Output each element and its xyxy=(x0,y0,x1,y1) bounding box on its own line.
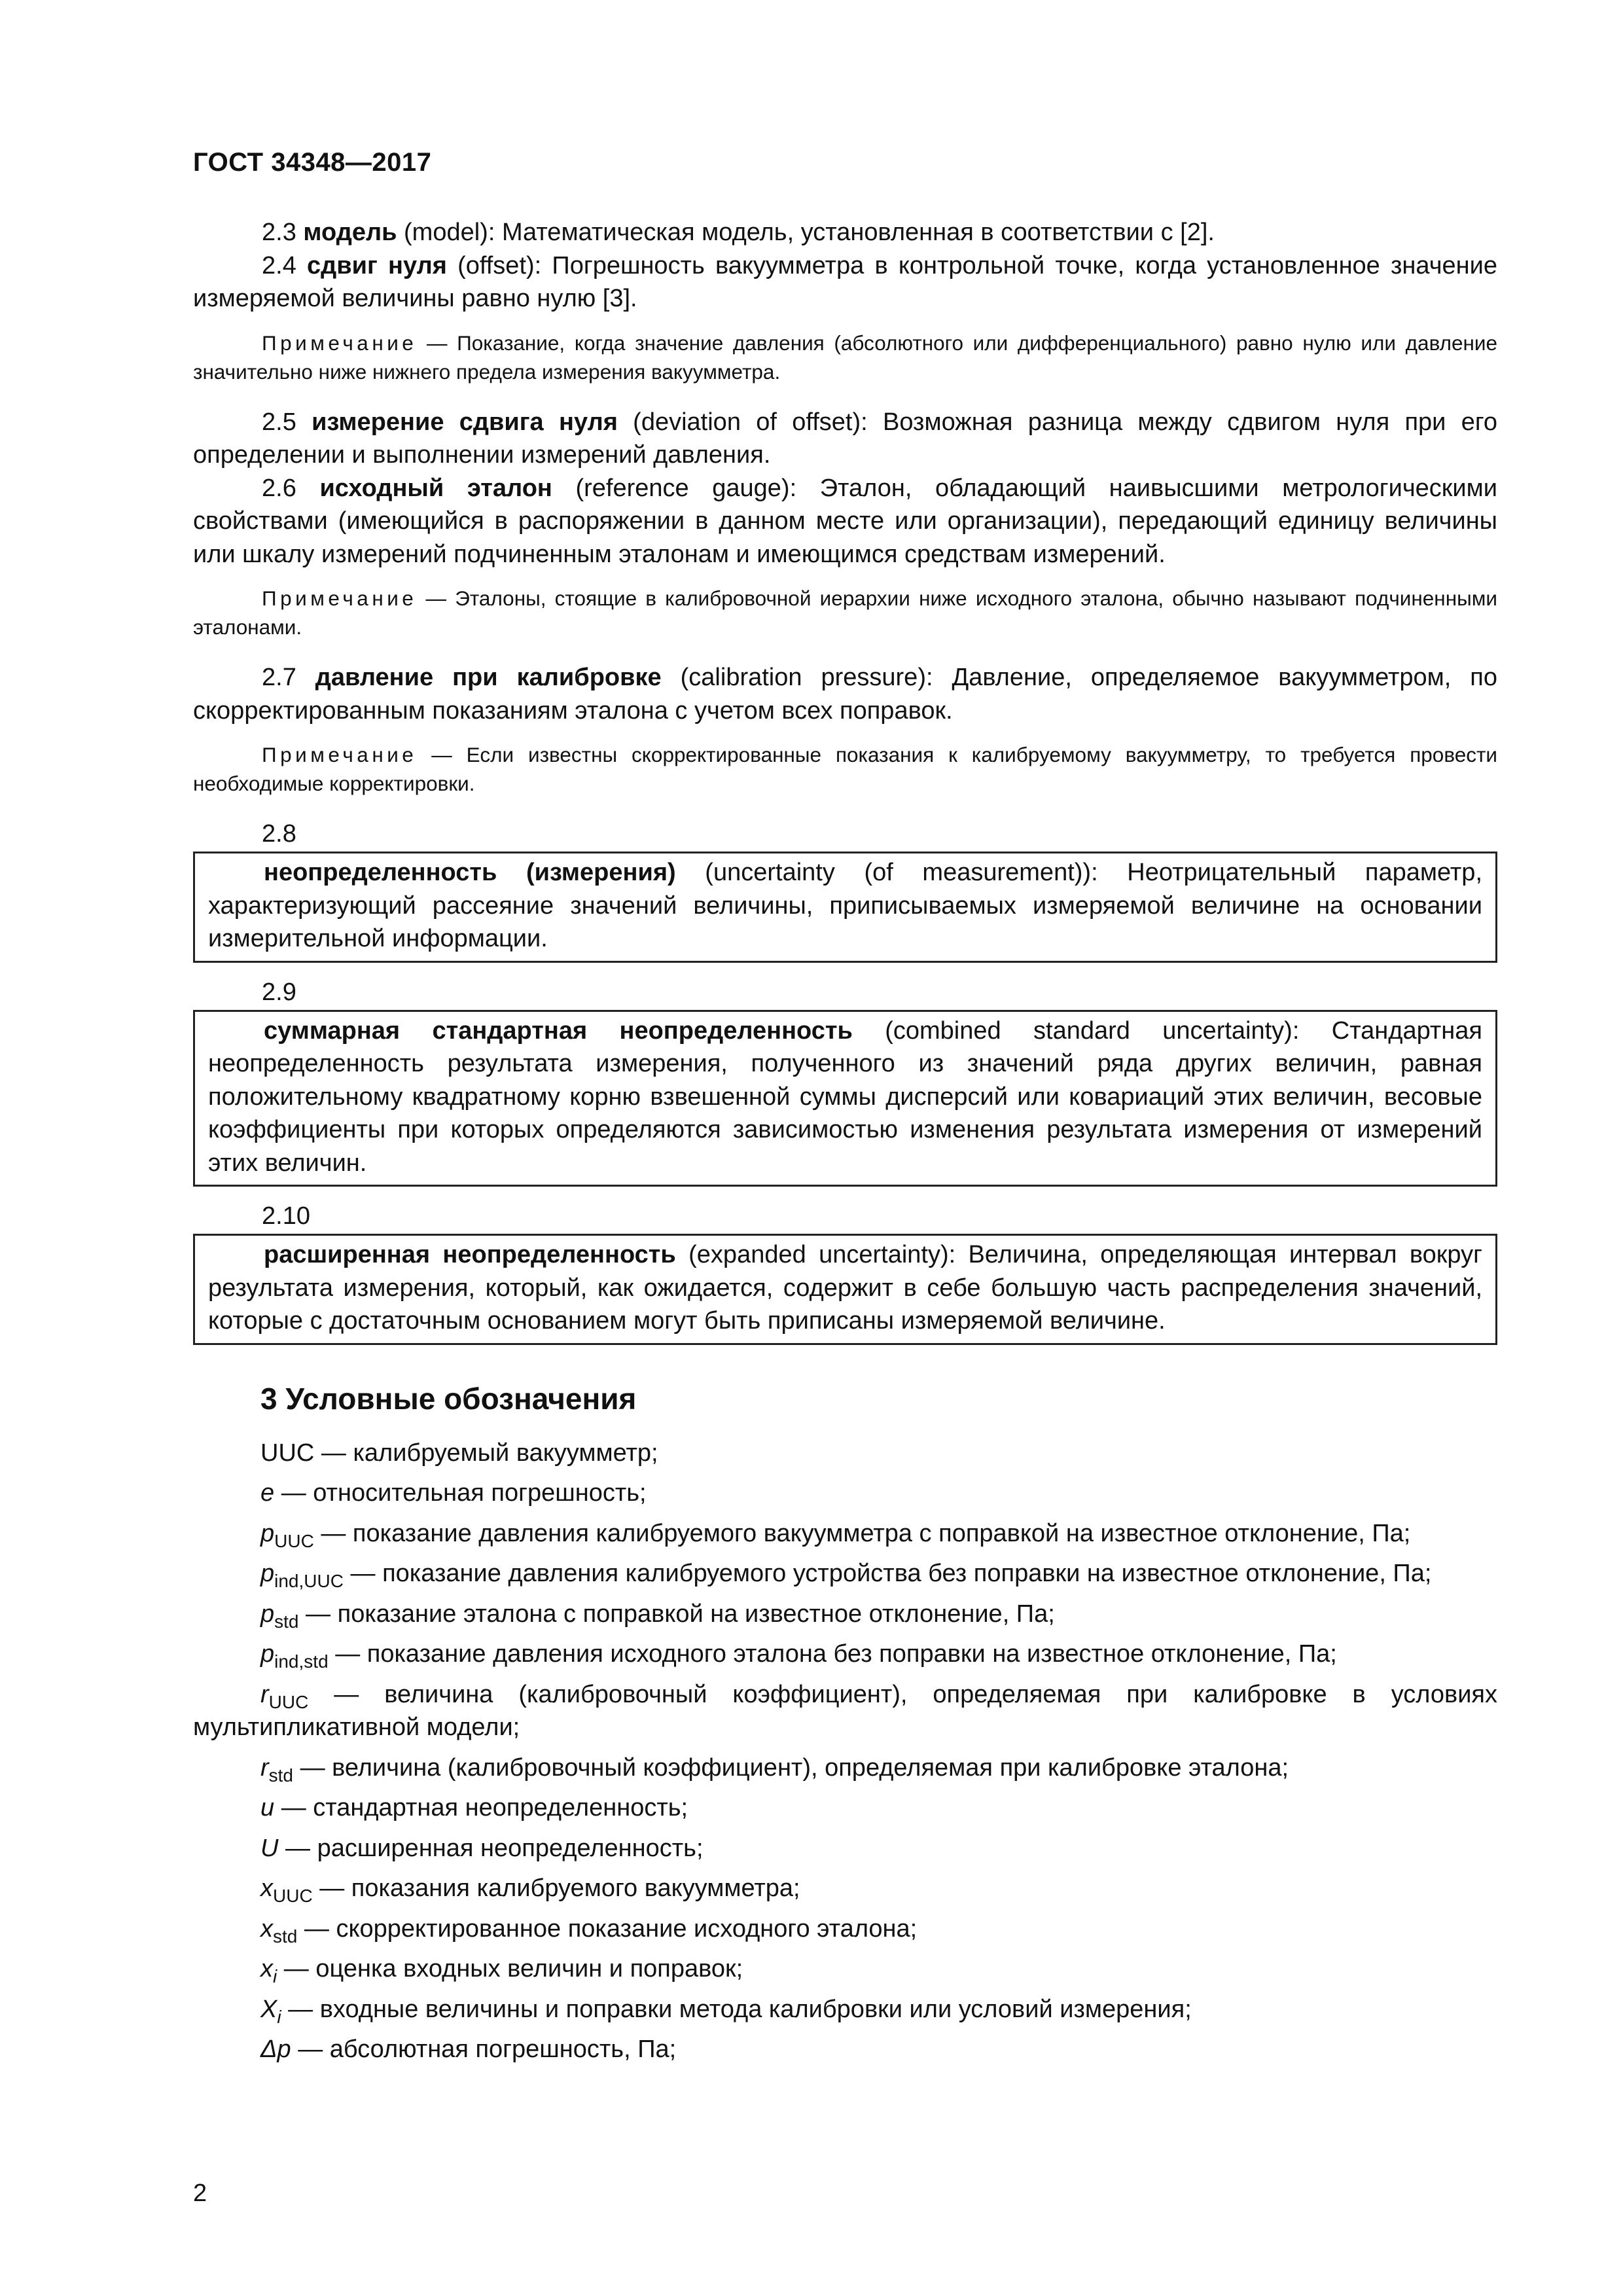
symbol-subscript: UUC xyxy=(274,1530,314,1551)
symbol-desc: — показание давления исходного эталона без поправки на известное отклонение, Па; xyxy=(328,1640,1337,1668)
symbol-desc: — входные величины и поправки метода калибровки или условий измерения; xyxy=(281,1995,1192,2023)
page-number: 2 xyxy=(193,2179,207,2207)
symbol-item xyxy=(193,1678,1497,1744)
note-text: — Показание, когда значение давления (абсолютного или дифференциального) равно нулю или давление значительно ниже нижнего предела измерения вакуумметра. xyxy=(193,331,1497,384)
symbol-desc: — показание давления калибруемого устройства без поправки на известное отклонение, Па; xyxy=(343,1560,1432,1587)
note-1 xyxy=(193,329,1497,386)
symbol-desc: — расширенная неопределенность; xyxy=(278,1834,704,1862)
symbol-item xyxy=(193,1517,1497,1551)
symbol: r xyxy=(260,1680,269,1708)
symbol: U xyxy=(260,1834,279,1862)
symbol-item xyxy=(193,1832,1497,1865)
symbol: r xyxy=(260,1753,269,1782)
symbol-desc: — величина (калибровочный коэффициент), определяемая при калибровке в условиях мультипликативной модели; xyxy=(193,1680,1497,1741)
definition-2-3 xyxy=(193,216,1497,249)
symbol: p xyxy=(260,1560,275,1587)
symbol-item xyxy=(193,1557,1497,1590)
symbol-subscript: std xyxy=(273,1926,298,1946)
symbol-item xyxy=(193,1912,1497,1946)
symbol: x xyxy=(260,1955,273,1982)
symbol-subscript: ind,UUC xyxy=(274,1571,344,1591)
symbol-subscript: UUC xyxy=(273,1886,313,1906)
symbol-desc: — стандартная неопределенность; xyxy=(274,1794,688,1821)
symbol-desc: — оценка входных величин и поправок; xyxy=(277,1955,743,1982)
document-header: ГОСТ 34348—2017 xyxy=(193,148,432,177)
symbol-subscript: i xyxy=(273,1966,277,1986)
note-label: Примечание xyxy=(262,586,418,610)
definition-2-4 xyxy=(193,249,1497,315)
symbol: UUC xyxy=(260,1439,315,1467)
clause-number-2-9: 2.9 xyxy=(262,978,296,1006)
symbol-item xyxy=(193,1952,1497,1986)
definition-2-5 xyxy=(193,406,1497,472)
symbol: p xyxy=(260,1519,275,1547)
section-title: 3 Условные обозначения xyxy=(260,1381,637,1416)
symbol-item xyxy=(193,1598,1497,1631)
note-3 xyxy=(193,740,1497,798)
symbol-desc: — скорректированное показание исходного эталона; xyxy=(297,1914,918,1943)
definition-text: (calibration pressure): Давление, определяемое вакуумметром, по скорректированным показаниям эталона с учетом всех поправок. xyxy=(193,664,1497,725)
note-label: Примечание xyxy=(262,743,418,766)
note-label: Примечание xyxy=(262,331,418,355)
symbol-desc: — относительная погрешность; xyxy=(274,1479,647,1507)
note-text: — Если известны скорректированные показания к калибруемому вакуумметру, то требуется провести необходимые корректировки. xyxy=(193,743,1497,795)
symbol: p xyxy=(260,1600,275,1628)
symbol-desc: — абсолютная погрешность, Па; xyxy=(291,2036,677,2063)
note-text: — Эталоны, стоящие в калибровочной иерархии ниже исходного эталона, обычно называют подчиненными эталонами. xyxy=(193,586,1497,639)
definition-text: (reference gauge): Эталон, обладающий наивысшими метрологическими свойствами (имеющийся в распоряжении в данном месте или организации), передающий единицу величины или шкалу измерений подчиненным эталонам и имеющимся средствам измерений. xyxy=(193,474,1497,568)
definition-2-7 xyxy=(193,661,1497,727)
symbol: p xyxy=(260,1640,275,1668)
symbol: Δp xyxy=(260,2036,291,2063)
clause-number: 2.3 xyxy=(262,219,304,246)
clause-number: 2.4 xyxy=(262,251,308,279)
symbol-desc: — показания калибруемого вакуумметра; xyxy=(312,1874,800,1902)
definition-text: (offset): Погрешность вакуумметра в контрольной точке, когда установленное значение измеряемой величины равно нулю [3]. xyxy=(193,251,1497,312)
symbol-subscript: UUC xyxy=(268,1691,309,1712)
clause-number-2-8: 2.8 xyxy=(262,820,296,848)
clause-number-2-10: 2.10 xyxy=(262,1202,310,1230)
symbol: e xyxy=(260,1479,275,1507)
symbol: x xyxy=(260,1874,273,1902)
symbol-item xyxy=(193,1872,1497,1905)
symbol-subscript: i xyxy=(277,2006,281,2027)
definition-text: (model): Математическая модель, установленная в соответствии с [2]. xyxy=(397,219,1215,246)
symbol: x xyxy=(260,1914,273,1943)
clause-number: 2.6 xyxy=(262,474,320,502)
term: неопределенность (измерения) xyxy=(264,859,676,886)
symbol-item xyxy=(193,1993,1497,2026)
symbol-item xyxy=(193,1437,1497,1470)
definition-box-2-10 xyxy=(193,1234,1497,1345)
note-2 xyxy=(193,584,1497,641)
definition-text: (combined standard uncertainty): Стандартная неопределенность результата измерения, полученного из значений ряда других величин, равная положительному квадратному корню взвешенной суммы дисперсий или ковариаций этих величин, весовые коэффициенты при которых определяются зависимостью изменения результата измерения от измерений этих величин. xyxy=(208,1016,1482,1177)
definition-box-2-9 xyxy=(193,1010,1497,1187)
definition-box-2-8 xyxy=(193,852,1497,963)
symbol-item xyxy=(193,1477,1497,1510)
symbol: u xyxy=(260,1794,275,1821)
symbol-item xyxy=(193,1751,1497,1785)
definition-text: (expanded uncertainty): Величина, определяющая интервал вокруг результата измерения, который, как ожидается, содержит в себе большую часть распределения значений, которые с достаточным основанием могут быть приписаны измеряемой величине. xyxy=(208,1241,1482,1335)
symbol-desc: — калибруемый вакуумметр; xyxy=(314,1439,658,1467)
symbol-subscript: std xyxy=(274,1611,299,1632)
symbol-desc: — показание эталона с поправкой на известное отклонение, Па; xyxy=(298,1600,1055,1628)
term: измерение сдвига нуля xyxy=(312,408,618,436)
term: сдвиг нуля xyxy=(307,251,447,279)
term: суммарная стандартная неопределенность xyxy=(264,1016,853,1045)
definition-text: (uncertainty (of measurement)): Неотрицательный параметр, характеризующий рассеяние значений величины, приписываемых измеряемой величине на основании измерительной информации. xyxy=(208,859,1483,952)
clause-number: 2.5 xyxy=(262,408,312,436)
clause-number: 2.7 xyxy=(262,664,315,691)
definition-2-6 xyxy=(193,472,1497,571)
symbol-desc: — показание давления калибруемого вакуумметра с поправкой на известное отклонение, Па; xyxy=(313,1519,1411,1547)
symbol: X xyxy=(260,1995,277,2023)
term: исходный эталон xyxy=(319,474,552,502)
definition-text: (deviation of offset): Возможная разница между сдвигом нуля при его определении и выполнении измерений давления. xyxy=(193,408,1497,469)
symbol-subscript: ind,std xyxy=(274,1651,329,1672)
symbol-subscript: std xyxy=(268,1765,294,1785)
term: модель xyxy=(303,219,397,246)
term: давление при калибровке xyxy=(315,664,662,691)
symbol-desc: — величина (калибровочный коэффициент), определяемая при калибровке эталона; xyxy=(293,1753,1289,1782)
symbol-item xyxy=(193,1791,1497,1825)
page-body xyxy=(193,216,1497,2073)
symbols-list xyxy=(193,1437,1497,2066)
term: расширенная неопределенность xyxy=(264,1241,676,1268)
symbol-item xyxy=(193,1638,1497,1671)
symbol-item xyxy=(193,2033,1497,2066)
